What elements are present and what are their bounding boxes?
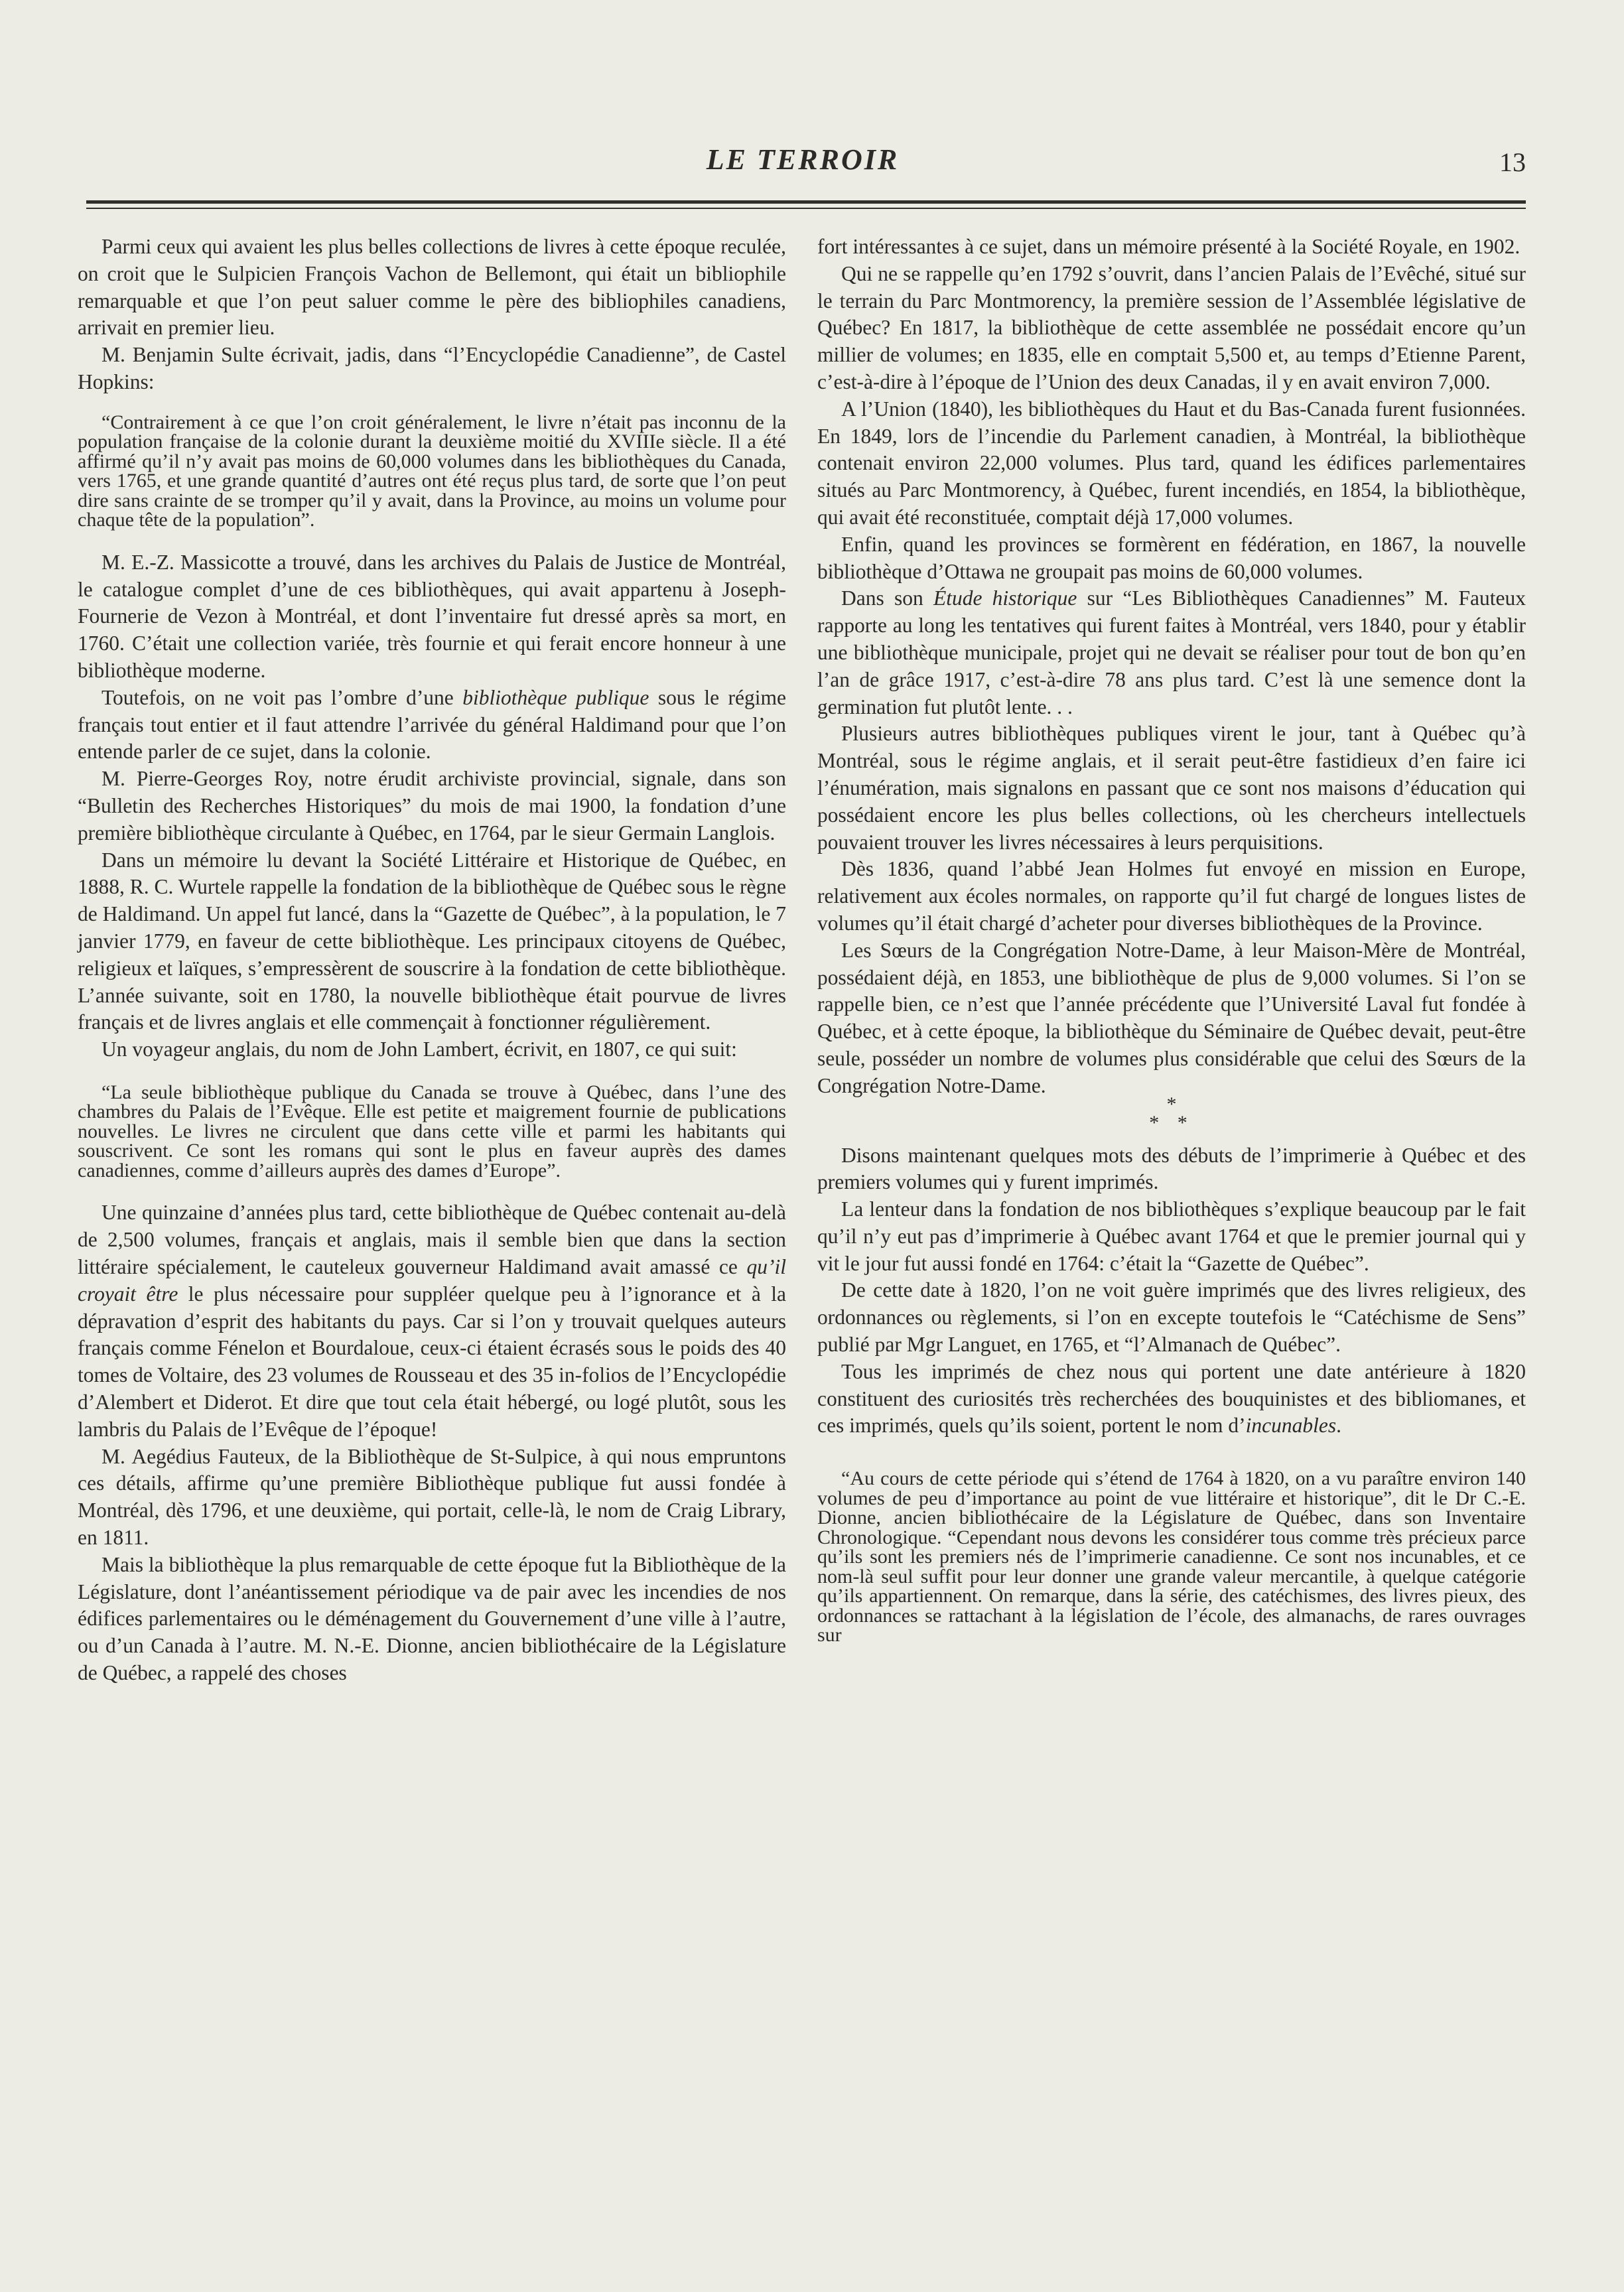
paragraph: La lenteur dans la fondation de nos bibliothèques s’explique beaucoup par le fait qu’il n’y eut pas d’imprimerie à Québec avant 1764 et que le premier journal qui y vit le jour fut aussi fondé en 1764: c’était la “Gazette de Québec”.: [817, 1197, 1526, 1275]
paragraph: De cette date à 1820, l’on ne voit guère imprimés que des livres religieux, des ordonnances ou règlements, si l’on en excepte toutefois le “Catéchisme de Sens” publié par Mgr Languet, en 1765, et “l’Almanach de Québec”.: [817, 1278, 1526, 1357]
paragraph: A l’Union (1840), les bibliothèques du Haut et du Bas-Canada furent fusionnées. En 1849, lors de l’incendie du Parlement canadien, à Montréal, la bibliothèque contenait environ 22,000 volumes. Plus tard, quand les édifices parlementaires situés au Parc Montmorency, à Québec, furent incendiés, en 1854, la bibliothèque, qui avait été reconstituée, comptait déjà 17,000 volumes.: [817, 397, 1526, 529]
block-quote: “Au cours de cette période qui s’étend de 1764 à 1820, on a vu paraître environ 140 volumes de peu d’importance au point de vue littéraire et historique”, dit le Dr C.-E. Dionne, ancien bibliothécaire de la Législature de Québec, dans son Inventaire Chronologique. “Cependant nous devons les considérer tous comme très précieux parce qu’ils sont les premiers nés de l’imprimerie canadienne. Ce sont nos incunables, et ce nom-là seul suffit pour leur donner une grande valeur mercantile, à quelque catégorie qu’ils appartiennent. On remarque, dans la série, des catéchismes, des livres pieux, des ordonnances se rattachant à la législation de l’école, des almanachs, de rares ouvrages sur: [817, 1467, 1526, 1647]
section-separator: * *: [1149, 1111, 1194, 1134]
text-run: Une quinzaine d’années plus tard, cette bibliothèque de Québec contenait au-delà de 2,500 volumes, français et anglais, mais il semble bien que dans la section littéraire spécialement, le cauteleux gouverneur Haldimand avait amassé ce: [78, 1201, 786, 1279]
paragraph: Qui ne se rappelle qu’en 1792 s’ouvrit, dans l’ancien Palais de l’Evêché, situé sur le terrain du Parc Montmorency, la première session de l’Assemblée législative de Québec? En 1817, la bibliothèque de cette assemblée ne possédait encore qu’un millier de volumes; en 1835, elle en comptait 5,500 et, au temps d’Etienne Parent, c’est-à-dire à l’époque de l’Union des deux Canadas, il y en avait environ 7,000.: [817, 261, 1526, 393]
paragraph: M. Pierre-Georges Roy, notre érudit archiviste provincial, signale, dans son “Bulletin des Recherches Historiques” du mois de mai 1900, la fondation d’une première bibliothèque circulante à Québec, en 1764, par le sieur Germain Langlois.: [78, 767, 786, 844]
italic-text: incunables: [1245, 1414, 1337, 1438]
paragraph: [78, 1199, 786, 1443]
paragraph: [78, 685, 786, 766]
paragraph: M. Benjamin Sulte écrivait, jadis, dans “l’Encyclopédie Canadienne”, de Castel Hopkins:: [78, 343, 786, 393]
italic-text: qu’il croyait être: [78, 1255, 786, 1306]
text-run: le plus nécessaire pour suppléer quelque peu à l’ignorance et à la dépravation d’esprit des habitants du pays. Car si l’on y trouvait quelques auteurs français comme Fénelon et Bourdaloue, ceux-ci étaient écrasés sous le poids des 40 tomes de Voltaire, des 23 volumes de Rousseau et des 35 in-folios de l’Encyclopédie d’Alembert et Diderot. Et dire que tout cela était hébergé, ou logé plutôt, sous les lambris du Palais de l’Evêque de l’époque!: [78, 1282, 786, 1441]
running-title: LE TERROIR: [706, 143, 900, 176]
text-run: Dans son: [841, 586, 933, 610]
paragraph: [817, 1359, 1526, 1440]
page-number: 13: [1499, 147, 1526, 177]
right-column: [817, 234, 1526, 1645]
paragraph: Mais la bibliothèque la plus remarquable de cette époque fut la Bibliothèque de la Législature, dont l’anéantissement périodique va de pair avec les incendies de nos édifices parlementaires ou le déménagement du Gouvernement d’une ville à l’autre, ou d’un Canada à l’autre. M. N.-E. Dionne, ancien bibliothécaire de la Législature de Québec, a rappelé des choses: [78, 1552, 786, 1684]
paragraph: Les Sœurs de la Congrégation Notre-Dame, à leur Maison-Mère de Montréal, possédaient déjà, en 1853, une bibliothèque de plus de 9,000 volumes. Si l’on se rappelle bien, ce n’est que l’année précédente que l’Université Laval fut fondée à Québec, et à cette époque, la bibliothèque du Séminaire de Québec devait, peut-être seule, posséder un nombre de volumes plus considérable que celui des Sœurs de la Congrégation Notre-Dame.: [817, 938, 1526, 1097]
paragraph: [817, 585, 1526, 720]
paragraph: Dans un mémoire lu devant la Société Littéraire et Historique de Québec, en 1888, R. C. Wurtele rappelle la fondation de la bibliothèque de Québec sous le règne de Haldimand. Un appel fut lancé, dans la “Gazette de Québec”, à la population, le 7 janvier 1779, en faveur de cette bibliothèque. Les principaux citoyens de Québec, religieux et laïques, s’empressèrent de souscrire à la fondation de cette bibliothèque. L’année suivante, soit en 1780, la nouvelle bibliothèque était pourvue de livres français et de livres anglais et elle commençait à fonctionner régulièrement.: [78, 848, 786, 1034]
left-column: [78, 234, 786, 1687]
italic-text: Étude historique: [933, 586, 1077, 610]
paragraph: Enfin, quand les provinces se formèrent en fédération, en 1867, la nouvelle bibliothèque d’Ottawa ne groupait pas moins de 60,000 volumes.: [817, 532, 1526, 583]
header-rule-thin: [86, 208, 1526, 209]
paragraph: Disons maintenant quelques mots des débuts de l’imprimerie à Québec et des premiers volumes qui y furent imprimés.: [817, 1143, 1526, 1194]
text-run: .: [1336, 1414, 1342, 1438]
header-rule-thick: [86, 200, 1526, 204]
paragraph: Plusieurs autres bibliothèques publiques virent le jour, tant à Québec qu’à Montréal, sous le régime anglais, et il serait peut-être fastidieux d’en faire ici l’énumération, mais signalons en passant que ce sont nos maisons d’éducation qui possédaient encore les plus belles collections, où les chercheurs intellectuels pouvaient trouver les livres nécessaires à leurs perquisitions.: [817, 722, 1526, 854]
text-run: Toutefois, on ne voit pas l’ombre d’une: [102, 685, 463, 709]
italic-text: bibliothèque publique: [462, 685, 649, 709]
paragraph: Dès 1836, quand l’abbé Jean Holmes fut envoyé en mission en Europe, relativement aux écoles normales, on rapporte qu’il fut chargé de longues listes de volumes qu’il était chargé d’acheter pour diverses bibliothèques de la Province.: [817, 857, 1526, 935]
text-run: sous le régime français tout entier et il faut attendre l’arrivée du général Haldimand pour que l’on entende parler de ce sujet, dans la colonie.: [78, 685, 786, 764]
block-quote: “Contrairement à ce que l’on croit généralement, le livre n’était pas inconnu de la population française de la colonie durant la deuxième moitié du XVIIIe siècle. Il a été affirmé qu’il n’y avait pas moins de 60,000 volumes dans les bibliothèques du Canada, vers 1765, et une grande quantité d’autres ont été reçus plus tard, de sorte que l’on peut dire sans crainte de se tromper qu’il y avait, dans la Province, au moins un volume pour chaque tête de la population”.: [78, 411, 786, 531]
paragraph: Un voyageur anglais, du nom de John Lambert, écrivit, en 1807, ce qui suit:: [102, 1038, 737, 1061]
text-run: Tous les imprimés de chez nous qui portent une date antérieure à 1820 constituent des curiosités très recherchées des bouquinistes et des bibliomanes, et ces imprimés, quels qu’ils soient, portent le nom d’: [817, 1359, 1526, 1438]
section-separator-top: *: [1166, 1093, 1177, 1115]
text-run: sur “Les Bibliothèques Canadiennes” M. Fauteux rapporte au long les tentatives qui furent faites à Montréal, vers 1840, pour y établir une bibliothèque municipale, projet qui ne devait se réaliser pour tout de bon qu’en l’an de grâce 1917, c’est-à-dire 78 ans plus tard. C’est là une semence dont la germination fut plutôt lente. . .: [817, 586, 1526, 718]
block-quote: “La seule bibliothèque publique du Canada se trouve à Québec, dans l’une des chambres du Palais de l’Evêque. Elle est petite et maigrement fournie de publications nouvelles. Le livres ne circulent que dans cette ville et parmi les habitants qui souscrivent. Ce sont les romans qui sont le plus en faveur auprès des dames canadiennes, comme d’ailleurs auprès des dames d’Europe”.: [78, 1081, 786, 1181]
paragraph: M. E.-Z. Massicotte a trouvé, dans les archives du Palais de Justice de Montréal, le catalogue complet d’une de ces bibliothèques, qui avait appartenu à Joseph-Fournerie de Vezon à Montréal, et dont l’inventaire fut dressé après sa mort, en 1760. C’était une collection variée, très fournie et qui ferait encore honneur à une bibliothèque moderne.: [78, 550, 786, 682]
paragraph-continued: fort intéressantes à ce sujet, dans un mémoire présenté à la Société Royale, en 1902.: [817, 235, 1521, 258]
page-header: [80, 143, 1526, 182]
paragraph: Parmi ceux qui avaient les plus belles collections de livres à cette époque reculée, on croit que le Sulpicien François Vachon de Bellemont, qui était un bibliophile remarquable et que l’on peut saluer comme le père des bibliophiles canadiens, arrivait en premier lieu.: [78, 235, 786, 340]
paragraph: M. Aegédius Fauteux, de la Bibliothèque de St-Sulpice, à qui nous empruntons ces détails, affirme qu’une première Bibliothèque publique fut aussi fondée à Montréal, dès 1796, et une deuxième, qui portait, celle-là, le nom de Craig Library, en 1811.: [78, 1444, 786, 1549]
